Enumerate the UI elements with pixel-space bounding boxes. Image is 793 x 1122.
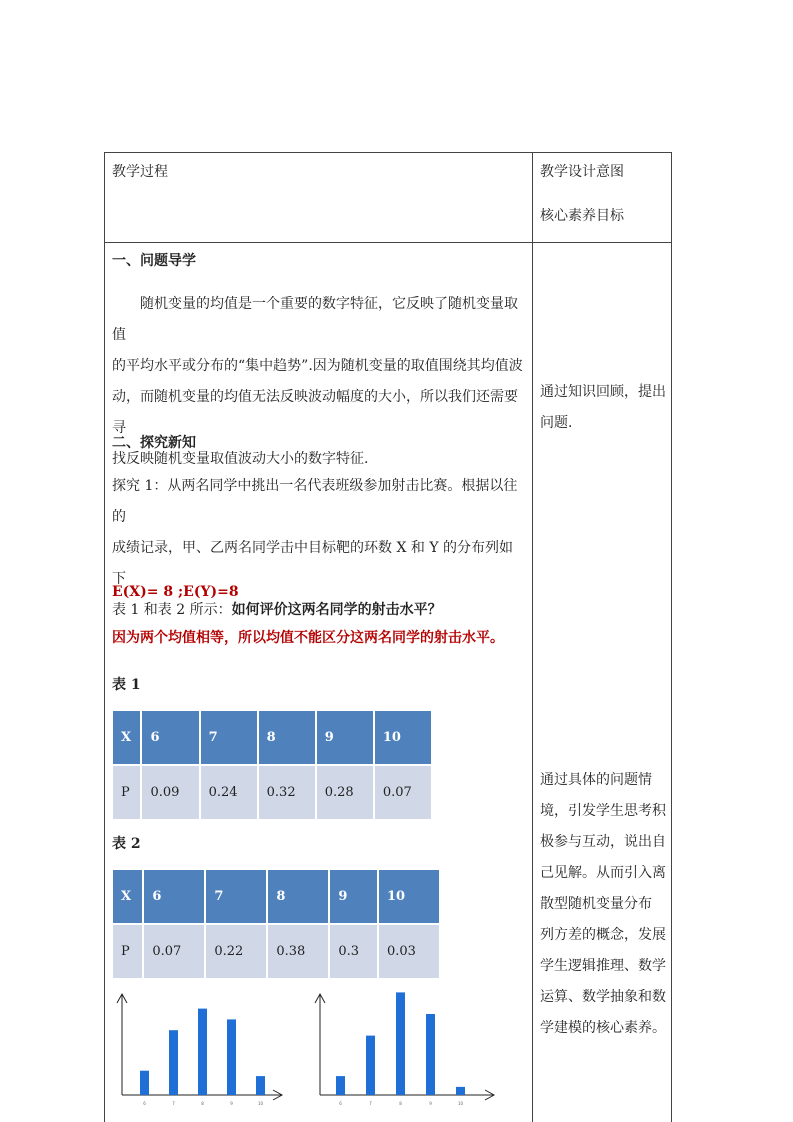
bar [140, 1071, 149, 1095]
x-tick-label: 9 [429, 1101, 432, 1106]
design-note-core [540, 765, 668, 1044]
section1-line: 找反映随机变量取值波动大小的数字特征. [112, 451, 369, 467]
x-tick-label: 8 [201, 1101, 204, 1106]
table-cell: 0.32 [259, 766, 315, 819]
table-cell: 0.22 [206, 925, 266, 978]
explore-line: 成绩记录，甲、乙两名同学击中目标靶的环数 X 和 Y 的分布列如下 [112, 540, 514, 587]
header-core-literacy: 核心素养目标 [540, 208, 624, 224]
table-row [113, 870, 439, 923]
table-cell: 0.03 [379, 925, 439, 978]
section1-heading: 一、问题导学 [112, 253, 196, 269]
explore-question: 如何评价这两名同学的射击水平？ [231, 602, 442, 618]
table-cell: P [113, 766, 140, 819]
table1 [111, 709, 433, 821]
note-line: 学建模的核心素养。 [540, 1020, 666, 1036]
bar [227, 1019, 236, 1095]
table-cell: 7 [206, 870, 266, 923]
table-cell: 0.3 [330, 925, 377, 978]
header-design-intent: 教学设计意图 [540, 164, 624, 180]
section2-heading: 二、探究新知 [112, 435, 196, 451]
explore-line: 探究 1：从两名同学中挑出一名代表班级参加射击比赛。根据以往的 [112, 478, 518, 525]
x-tick-label: 6 [339, 1101, 342, 1106]
bar [256, 1076, 265, 1095]
section1-line: 的平均水平或分布的“集中趋势”.因为随机变量的取值围绕其均值波 [112, 358, 523, 374]
table-cell: 6 [144, 870, 204, 923]
column-divider [532, 153, 533, 1122]
table-cell: 9 [330, 870, 377, 923]
bar [456, 1087, 465, 1095]
lesson-table [104, 152, 672, 1122]
note-line: 己见解。从而引入离 [540, 865, 666, 881]
table-row [113, 711, 431, 764]
table2-label: 表 2 [112, 836, 141, 852]
chart-y-distribution [307, 991, 499, 1111]
header-teaching-process: 教学过程 [112, 164, 168, 180]
note-line: 极参与互动，说出自 [540, 834, 666, 850]
table-row [113, 766, 431, 819]
table-cell: 0.07 [144, 925, 204, 978]
conclusion-text: 因为两个均值相等，所以均值不能区分这两名同学的射击水平。 [112, 630, 504, 646]
table1-label: 表 1 [112, 677, 141, 693]
design-note-review [540, 377, 668, 439]
x-tick-label: 8 [399, 1101, 402, 1106]
bar [366, 1036, 375, 1095]
bar [426, 1014, 435, 1095]
header-divider [105, 242, 671, 243]
section1-line: 动，而随机变量的均值无法反映波动幅度的大小，所以我们还需要寻 [112, 389, 518, 436]
note-line: 通过知识回顾，提出 [540, 384, 666, 400]
table-cell: 8 [268, 870, 328, 923]
table-row [113, 925, 439, 978]
bar [336, 1076, 345, 1095]
x-tick-label: 7 [369, 1101, 372, 1106]
table2 [111, 868, 441, 980]
explore-line-prefix: 表 1 和表 2 所示： [112, 602, 232, 618]
x-tick-label: 10 [257, 1101, 264, 1106]
table-cell: 9 [317, 711, 373, 764]
bar [396, 992, 405, 1095]
x-tick-label: 10 [457, 1101, 464, 1106]
table-cell: 0.28 [317, 766, 373, 819]
chart-x-distribution [111, 991, 287, 1111]
note-line: 学生逻辑推理、数学 [540, 958, 666, 974]
note-line: 运算、数学抽象和数 [540, 989, 666, 1005]
expectation-text: E(X)= 8 ;E(Y)=8 [112, 584, 239, 600]
x-tick-label: 6 [143, 1101, 146, 1106]
table-cell: 10 [379, 870, 439, 923]
table-cell: 8 [259, 711, 315, 764]
explore-paragraph [112, 471, 526, 626]
section1-line: 随机变量的均值是一个重要的数字特征，它反映了随机变量取值 [112, 296, 518, 343]
table-cell: 0.09 [142, 766, 198, 819]
table-cell: X [113, 870, 142, 923]
table-cell: 0.24 [201, 766, 257, 819]
table-cell: 0.07 [375, 766, 431, 819]
note-line: 境，引发学生思考积 [540, 803, 666, 819]
table-cell: X [113, 711, 140, 764]
bar [169, 1030, 178, 1095]
bar [198, 1009, 207, 1095]
x-tick-label: 9 [230, 1101, 233, 1106]
note-line: 散型随机变量分布 [540, 896, 652, 912]
table-cell: 10 [375, 711, 431, 764]
note-line: 列方差的概念，发展 [540, 927, 666, 943]
x-tick-label: 7 [172, 1101, 175, 1106]
table-cell: P [113, 925, 142, 978]
note-line: 通过具体的问题情 [540, 772, 652, 788]
note-line: 问题. [540, 415, 573, 431]
table-cell: 6 [142, 711, 198, 764]
table-cell: 7 [201, 711, 257, 764]
table-cell: 0.38 [268, 925, 328, 978]
